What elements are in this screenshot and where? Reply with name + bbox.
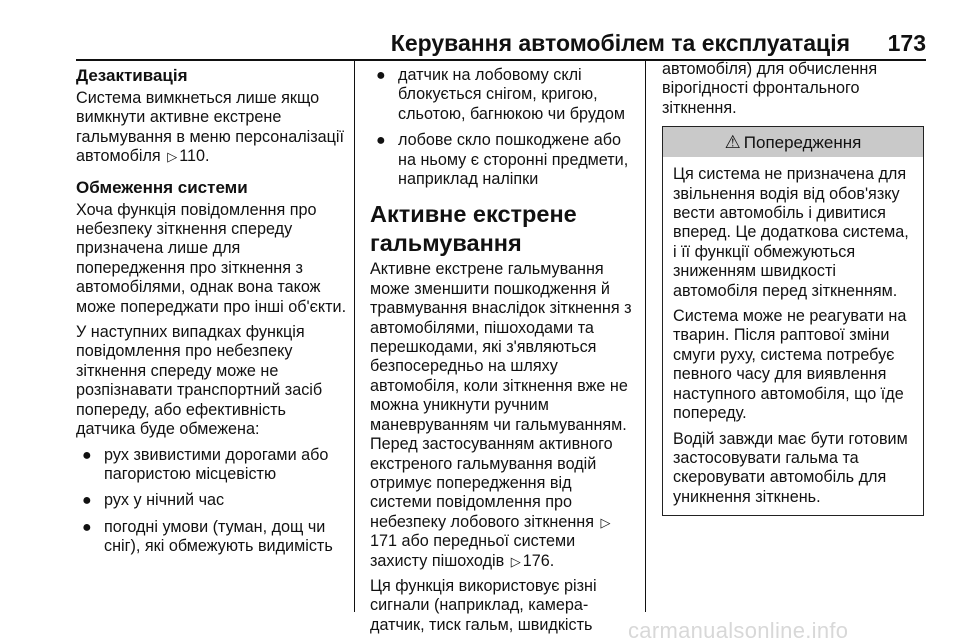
column-divider-2 — [645, 60, 646, 612]
bullet-icon: ● — [376, 67, 386, 84]
page-reference-arrow-icon: ▷ — [510, 553, 521, 569]
paragraph-continued: автомобіля) для обчислення вірогідності фронтального зіткнення. — [662, 60, 878, 117]
sensor-bullet-list — [370, 66, 635, 189]
page-header — [0, 0, 960, 60]
list-item: ● лобове скло пошкоджене або на ньому є сторонні предмети, наприклад наліпки — [376, 131, 629, 189]
list-item: ● датчик на лобовому склі блокується снігом, кригою, сльотою, багнюкою чи брудом — [376, 66, 625, 123]
column-3 — [662, 60, 924, 516]
bullet-icon: ● — [82, 446, 92, 464]
page-reference-arrow-icon: ▷ — [600, 514, 611, 530]
column-divider-1 — [354, 60, 355, 612]
page-reference-arrow-icon: ▷ — [167, 149, 178, 165]
page-number: 173 — [887, 30, 926, 56]
paragraph-deactivation: Система вимкнеться лише якщо вимкнути активне екстрене гальмування в меню персоналізації автомобіля ▷ 110. — [76, 89, 345, 166]
warning-header — [663, 127, 923, 157]
heading-active-emergency-braking: Активне екстрене гальмування — [370, 201, 577, 257]
bullet-icon: ● — [82, 492, 92, 510]
heading-deactivation: Дезактивація — [76, 66, 188, 85]
limits-bullet-list — [76, 446, 348, 557]
column-2 — [370, 60, 635, 635]
list-item: ● рух у нічний час — [82, 491, 225, 510]
warning-paragraph-2: Система може не реагувати на тварин. Після раптової зміни смуги руху, система потребує певного часу для виявлення наступного автомобіля, що їде попереду. — [673, 307, 907, 423]
warning-box — [662, 126, 924, 516]
paragraph-aeb-1: Активне екстрене гальмування може зменшити пошкодження й травмування внаслідок зіткнення з автомобілями, пішоходами та перешкодами, які з'являються безпосередньо на шляху автомобіля, коли зіткнення вже не можна уникнути ручним маневруванням чи гальмуванням. Перед застосуванням активного екстреного гальмування водій отримує попередження від системи повідомлення про небезпеку лобового зіткнення ▷171 або передньої системи захисту пішоходів ▷ 176. — [370, 260, 632, 570]
warning-body — [663, 157, 923, 515]
paragraph-aeb-2: Ця функція використовує різні сигнали (наприклад, камера-датчик, тиск гальм, швидкість — [370, 576, 597, 634]
bullet-icon: ● — [376, 132, 386, 150]
column-1 — [76, 60, 348, 564]
paragraph-limits-2: У наступних випадках функція повідомлення про небезпеку зіткнення спереду може не розпізнавати транспортний засіб попереду, або ефективність датчика буде обмежена: — [76, 323, 323, 439]
heading-system-limits: Обмеження системи — [76, 177, 248, 197]
warning-paragraph-1: Ця система не призначена для звільнення водія від обов'язку вести автомобіль і дивитися вперед. Це додаткова система, і її функції обмежуються зниженням швидкості автомобіля перед зіткненням. — [673, 165, 909, 300]
bullet-icon: ● — [82, 518, 92, 536]
paragraph-limits-1: Хоча функція повідомлення про небезпеку зіткнення спереду призначена лише для попередження про зіткнення з автомобілями, однак вона також може попереджати про інші об'єкти. — [76, 200, 347, 316]
warning-triangle-icon: ⚠ — [724, 131, 741, 152]
warning-title: Попередження — [743, 132, 862, 152]
list-item: ● погодні умови (туман, дощ чи сніг), які обмежують видимість — [82, 517, 333, 556]
list-item: ● рух звивистими дорогами або пагористою місцевістю — [82, 445, 329, 483]
page-title: Керування автомобілем та експлуатація — [390, 30, 850, 56]
warning-paragraph-3: Водій завжди має бути готовим застосовувати гальма та скеровувати автомобіль для уникнення зіткнень. — [673, 429, 908, 506]
watermark: carmanualsonline.info — [628, 618, 849, 642]
